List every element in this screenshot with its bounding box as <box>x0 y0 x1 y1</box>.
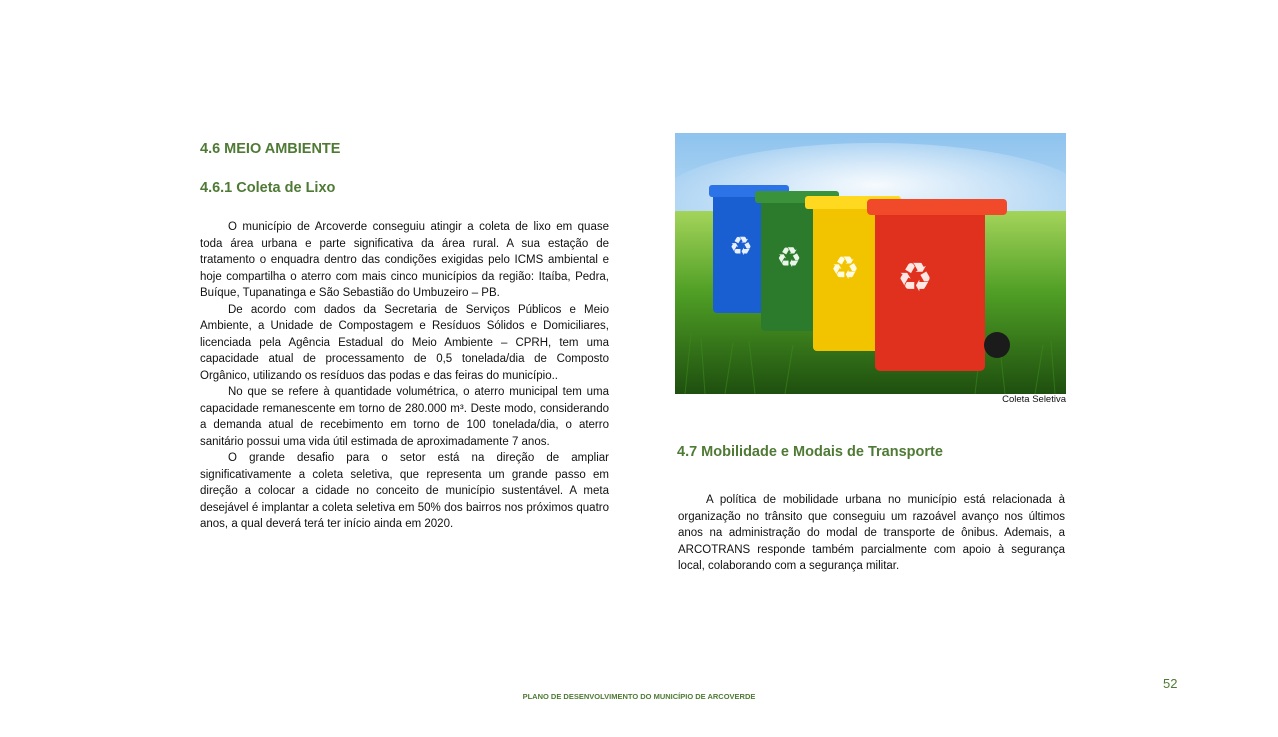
paragraph: A política de mobilidade urbana no município está relacionada à organização no trânsito que conseguiu um razoável avanço nos últimos anos na administração do modal de transporte de ônibus. Ademais, a ARCOTRANS responde também parcialmente com apoio à segurança local, colaborando com a segurança militar. <box>678 494 1065 572</box>
svg-text:♻: ♻ <box>729 232 753 262</box>
body-text-right <box>678 492 1065 575</box>
figure-caption: Coleta Seletiva <box>1002 394 1066 405</box>
svg-text:♻: ♻ <box>776 241 802 274</box>
paragraph: O grande desafio para o setor está na direção de ampliar significativamente a coleta seletiva, que representa um grande passo em direção a colocar a cidade no conceito de município sustentável. A meta desejável é implantar a coleta seletiva em 50% dos bairros nos próximos quatro anos, a qual deverá terá ter início ainda em 2020. <box>200 452 609 530</box>
paragraph: O município de Arcoverde conseguiu atingir a coleta de lixo em quase toda área urbana e parte significativa da área rural. A sua estação de tratamento o enquadra dentro das condições exigidas pelo ICMS ambiental e hoje compartilha o aterro com mais cinco municípios da região: Itaíba, Pedra, Buíque, Tupanatinga e São Sebastião do Umbuzeiro – PB. <box>200 221 609 299</box>
section-heading: 4.6 MEIO AMBIENTE <box>200 141 341 157</box>
subsection-heading: 4.6.1 Coleta de Lixo <box>200 180 336 196</box>
svg-text:♻: ♻ <box>830 249 860 287</box>
paragraph: No que se refere à quantidade volumétrica, o aterro municipal tem uma capacidade remanescente em torno de 280.000 m³. Deste modo, considerando a demanda atual de recebimento em torno de 100 tonelada/dia, o aterro sanitário possui uma vida útil estimada de aproximadamente 7 anos. <box>200 386 609 448</box>
recycling-bins-photo <box>675 133 1066 394</box>
footer-text: PLANO DE DESENVOLVIMENTO DO MUNICÍPIO DE ARCOVERDE <box>522 692 756 701</box>
footer <box>0 692 1278 701</box>
body-text-left <box>200 219 609 533</box>
svg-text:♻: ♻ <box>897 255 933 301</box>
paragraph: De acordo com dados da Secretaria de Serviços Públicos e Meio Ambiente, a Unidade de Compostagem e Resíduos Sólidos e Domiciliares, licenciada pela Agência Estadual do Meio Ambiente – CPRH, tem uma capacidade atual de processamento de 0,5 tonelada/dia de Composto Orgânico, utilizando os resíduos das podas e das feiras do município.. <box>200 303 609 382</box>
page-number: 52 <box>1163 676 1178 691</box>
section-heading-mobility: 4.7 Mobilidade e Modais de Transporte <box>677 444 943 460</box>
